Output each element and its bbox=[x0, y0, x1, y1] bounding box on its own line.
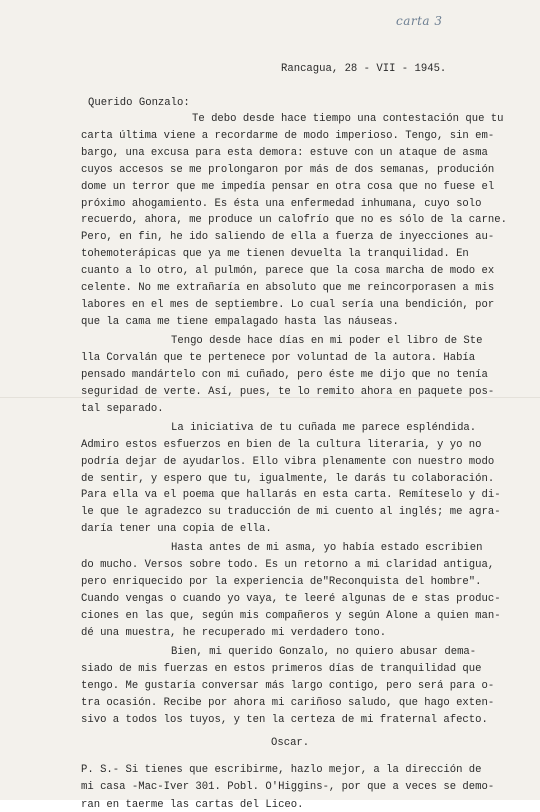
body-line: de sentir, y espero que tu, igualmente, le darás tu colaboración. bbox=[81, 472, 495, 485]
body-line: dé una muestra, he recuperado mi verdadero tono. bbox=[81, 626, 387, 639]
letter-date: Rancagua, 28 - VII - 1945. bbox=[281, 63, 447, 75]
ps-line: ran en taerme las cartas del Liceo. bbox=[81, 798, 304, 811]
body-line: Bien, mi querido Gonzalo, no quiero abusar dema- bbox=[171, 646, 477, 659]
letter-salutation: Querido Gonzalo: bbox=[88, 97, 190, 109]
ps-line: P. S.- Si tienes que escribirme, hazlo mejor, a la dirección de bbox=[81, 763, 482, 776]
body-line: tal separado. bbox=[81, 402, 164, 415]
body-line: Tengo desde hace días en mi poder el libro de Ste bbox=[171, 335, 483, 347]
body-line: dome un terror que me impedía pensar en otra cosa que no fuese el bbox=[81, 180, 495, 193]
body-line: Cuando vengas o cuando yo vaya, te leeré algunas de e stas produc- bbox=[81, 593, 501, 606]
body-line: ciones en las que, según mis compañeros y según Alone a quien man- bbox=[81, 610, 501, 622]
body-line: que la cama me tiene empalagado hasta las náuseas. bbox=[81, 315, 399, 328]
body-line: tengo. Me gustaría conversar más largo contigo, pero será para o- bbox=[81, 679, 495, 692]
body-line: podría dejar de ayudarlos. Ello vibra plenamente con nuestro modo bbox=[81, 455, 495, 468]
body-line: pensado mandártelo con mi cuñado, pero éste me dijo que no tenía bbox=[81, 368, 488, 381]
ps-line: mi casa -Mac-Iver 301. Pobl. O'Higgins-, por que a veces se demo- bbox=[81, 781, 495, 794]
body-line: celente. No me extrañaría en absoluto que me reincorporasen a mis bbox=[81, 282, 495, 294]
body-line: pero enriquecido por la experiencia de"Reconquista del hombre". bbox=[81, 576, 482, 589]
body-line: cuyos accesos se me prolongaron por más de dos semanas, produción bbox=[81, 163, 495, 176]
body-line: próximo ahogamiento. Es ésta una enfermedad inhumana, cuyo solo bbox=[81, 197, 482, 210]
body-line: Para ella va el poema que hallarás en esta carta. Remíteselo y di- bbox=[81, 489, 501, 502]
body-line: tohemoterápicas que ya me tienen devuelta la tranquilidad. En bbox=[81, 248, 469, 261]
body-line: La iniciativa de tu cuñada me parece espléndida. bbox=[171, 421, 477, 434]
body-line: carta última viene a recordarme de modo imperioso. Tengo, sin em- bbox=[81, 129, 495, 142]
body-line: Hasta antes de mi asma, yo había estado escribien bbox=[171, 542, 483, 555]
body-line: Te debo desde hace tiempo una contestación que tu bbox=[192, 113, 504, 125]
body-line: bargo, una excusa para esta demora: estuve con un ataque de asma bbox=[81, 146, 488, 159]
body-line: cuanto a lo otro, al pulmón, parece que la cosa marcha de modo ex bbox=[81, 265, 495, 278]
letter-signature: Oscar. bbox=[271, 736, 310, 749]
body-line: Pero, en fin, he ido saliendo de ella a fuerza de inyecciones au- bbox=[81, 231, 495, 244]
body-line: seguridad de verte. Así, pues, te lo remito ahora en paquete pos- bbox=[81, 385, 495, 398]
body-line: Admiro estos esfuerzos en bien de la cultura literaria, y yo no bbox=[81, 438, 482, 451]
archive-handwritten-note: carta 3 bbox=[396, 14, 443, 28]
body-line: daría tener una copia de ella. bbox=[81, 523, 272, 536]
body-line: lla Corvalán que te pertenece por voluntad de la autora. Había bbox=[81, 351, 476, 364]
body-line: siado de mis fuerzas en estos primeros días de tranquilidad que bbox=[81, 663, 482, 675]
body-line: labores en el mes de septiembre. Lo cual sería una bendición, por bbox=[81, 298, 495, 311]
body-line: sivo a todos los tuyos, y ten la certeza de mi fraternal afecto. bbox=[81, 713, 488, 726]
body-line: do mucho. Versos sobre todo. Es un retorno a mi claridad antigua, bbox=[81, 559, 495, 572]
body-line: tra ocasión. Recibe por ahora mi cariñoso saludo, que hago exten- bbox=[81, 696, 495, 709]
body-line: recuerdo, ahora, me produce un calofrío que no es sólo de la carne. bbox=[81, 214, 507, 227]
body-line: le que le agradezco su traducción de mi cuento al inglés; me agra- bbox=[81, 506, 501, 519]
